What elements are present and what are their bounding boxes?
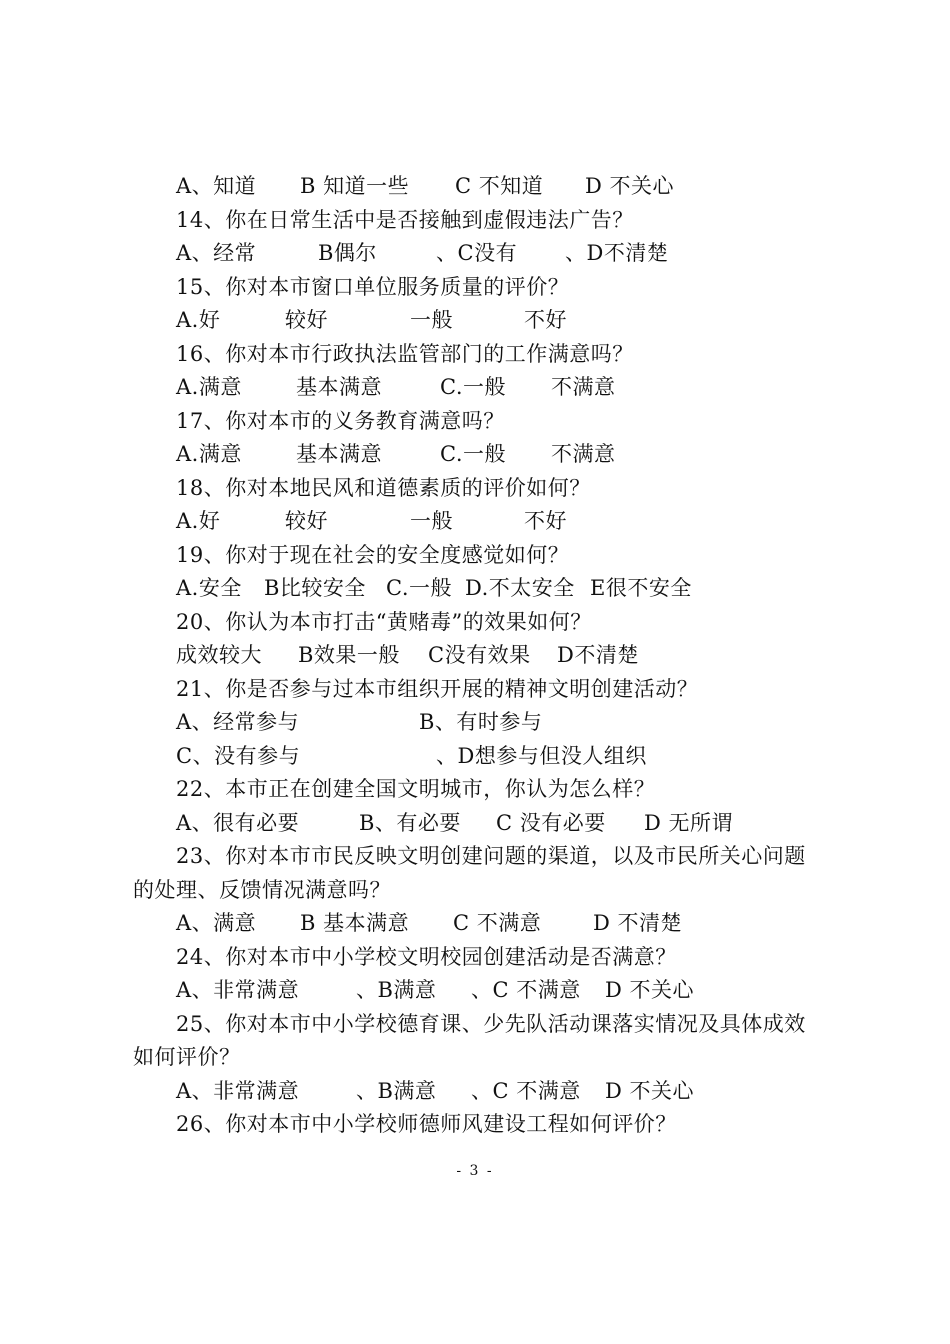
option-d: 不满意 xyxy=(551,375,616,399)
option-c: C 不满意 xyxy=(453,911,542,935)
option-d: D 不清楚 xyxy=(593,911,683,935)
option-d: D不清楚 xyxy=(557,643,639,667)
question-text: 15、你对本市窗口单位服务质量的评价？ xyxy=(176,275,570,299)
option-a: A、非常满意 xyxy=(176,978,300,1002)
option-c: 一般 xyxy=(410,509,453,533)
option-d: 、D不清楚 xyxy=(565,241,669,265)
option-d: D.不太安全 xyxy=(465,576,575,600)
option-a: 成效较大 xyxy=(176,643,262,667)
option-a: A.满意 xyxy=(176,375,242,399)
option-d: D 不关心 xyxy=(605,1079,695,1103)
question-text: 21、你是否参与过本市组织开展的精神文明创建活动？ xyxy=(176,677,699,701)
question-text: 如何评价？ xyxy=(133,1045,241,1069)
option-d: D 不关心 xyxy=(605,978,695,1002)
option-c: 、C没有 xyxy=(436,241,518,265)
option-b: 较好 xyxy=(285,308,328,332)
question-text: 18、你对本地民风和道德素质的评价如何？ xyxy=(176,476,591,500)
option-b: 、B满意 xyxy=(356,978,437,1002)
option-b: B偶尔 xyxy=(318,241,377,265)
option-d: 不好 xyxy=(524,308,567,332)
question-text: 20、你认为本市打击“黄赌毒”的效果如何？ xyxy=(176,610,592,634)
option-b: B、有时参与 xyxy=(419,710,543,734)
option-b: 基本满意 xyxy=(296,375,382,399)
option-c: C、没有参与 xyxy=(176,744,301,768)
option-b: B 知道一些 xyxy=(300,174,410,198)
option-a: A、很有必要 xyxy=(176,811,300,835)
option-b: 、B满意 xyxy=(356,1079,437,1103)
question-text: 19、你对于现在社会的安全度感觉如何？ xyxy=(176,543,570,567)
option-b: B 基本满意 xyxy=(300,911,410,935)
option-a: A、非常满意 xyxy=(176,1079,300,1103)
question-text: 25、你对本市中小学校德育课、少先队活动课落实情况及具体成效 xyxy=(176,1012,806,1036)
question-text: 23、你对本市市民反映文明创建问题的渠道，以及市民所关心问题 xyxy=(176,844,806,868)
question-text: 24、你对本市中小学校文明校园创建活动是否满意？ xyxy=(176,945,677,969)
option-d: D 不关心 xyxy=(585,174,675,198)
option-e: E很不安全 xyxy=(590,576,692,600)
option-d: 不好 xyxy=(524,509,567,533)
question-text: 的处理、反馈情况满意吗？ xyxy=(133,878,391,902)
option-c: C.一般 xyxy=(440,442,506,466)
option-a: A、经常 xyxy=(176,241,257,265)
option-a: A、知道 xyxy=(176,174,257,198)
option-b: B、有必要 xyxy=(359,811,461,835)
option-c: 、C 不满意 xyxy=(471,978,581,1002)
option-d: 、D想参与但没人组织 xyxy=(436,744,647,768)
option-b: B效果一般 xyxy=(298,643,400,667)
option-c: C没有效果 xyxy=(428,643,531,667)
option-a: A.安全 xyxy=(176,576,242,600)
option-a: A、满意 xyxy=(176,911,257,935)
question-text: 22、本市正在创建全国文明城市，你认为怎么样？ xyxy=(176,777,656,801)
option-b: 较好 xyxy=(285,509,328,533)
option-c: C 不知道 xyxy=(455,174,544,198)
option-a: A、经常参与 xyxy=(176,710,300,734)
option-d: 不满意 xyxy=(551,442,616,466)
option-c: C 没有必要 xyxy=(496,811,606,835)
option-c: 、C 不满意 xyxy=(471,1079,581,1103)
option-d: D 无所谓 xyxy=(644,811,734,835)
question-text: 26、你对本市中小学校师德师风建设工程如何评价？ xyxy=(176,1112,677,1136)
page-number: - 3 - xyxy=(456,1163,494,1179)
option-c: 一般 xyxy=(410,308,453,332)
question-text: 17、你对本市的义务教育满意吗？ xyxy=(176,409,505,433)
option-a: A.满意 xyxy=(176,442,242,466)
option-c: C.一般 xyxy=(440,375,506,399)
question-text: 16、你对本市行政执法监管部门的工作满意吗？ xyxy=(176,342,634,366)
question-text: 14、你在日常生活中是否接触到虚假违法广告？ xyxy=(176,208,634,232)
option-a: A.好 xyxy=(176,509,221,533)
option-b: B比较安全 xyxy=(264,576,366,600)
option-c: C.一般 xyxy=(386,576,452,600)
option-b: 基本满意 xyxy=(296,442,382,466)
option-a: A.好 xyxy=(176,308,221,332)
